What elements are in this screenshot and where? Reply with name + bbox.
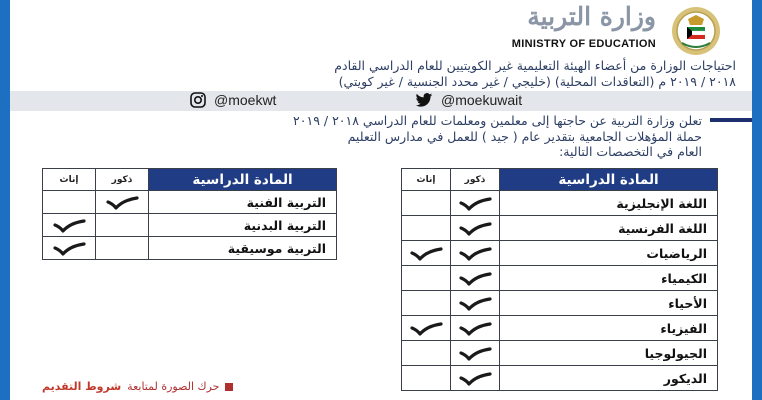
male-cell [451,266,500,291]
subject-name: التربية البدنية [149,214,337,237]
checkmark-icon [458,247,492,261]
subject-name: الأحياء [500,291,718,316]
female-cell [43,191,96,214]
subject-name: الرياضيات [500,241,718,266]
twitter-handle: @moekuwait [441,92,523,108]
female-cell [402,291,451,316]
checkmark-icon [409,247,443,261]
table-row [43,191,337,214]
male-cell [451,341,500,366]
subject-name: التربية موسيقية [149,237,337,260]
checkmark-icon [409,322,443,336]
male-cell [96,191,149,214]
table-row [402,266,718,291]
checkmark-icon [458,372,492,386]
subject-name: الديكور [500,366,718,391]
table-row [43,214,337,237]
announcement-line-1: تعلن وزارة التربية عن حاجتها إلى معلمين ومعلمات للعام الدراسي ٢٠١٨ / ٢٠١٩ [293,113,702,128]
announcement-line-3: العام في التخصصات التالية: [559,144,702,159]
header [20,0,742,58]
checkmark-icon [458,197,492,211]
checkmark-icon [458,297,492,311]
table-row [402,316,718,341]
female-cell [402,191,451,216]
table-row [402,216,718,241]
announcement-text [202,113,702,160]
subjects-table-right [401,168,718,391]
kuwait-emblem-icon [666,5,726,57]
male-cell [451,191,500,216]
table-row [402,341,718,366]
subject-name: اللغة الإنجليزية [500,191,718,216]
subject-column-header: المادة الدراسية [149,169,337,191]
subject-column-header: المادة الدراسية [500,169,718,191]
social-bar [10,91,752,111]
twitter-bird-icon [415,93,433,108]
male-cell [451,316,500,341]
checkmark-icon [52,219,86,233]
twitter-link[interactable] [415,92,522,108]
table-row [402,241,718,266]
instagram-link[interactable] [190,92,276,108]
accent-bar [710,118,752,122]
announcement-line-2: حملة المؤهلات الجامعية بتقدير عام ( جيد ) للعمل في مدارس التعليم [347,128,702,144]
checkmark-icon [458,222,492,236]
checkmark-icon [458,347,492,361]
male-cell [451,241,500,266]
checkmark-icon [458,272,492,286]
ministry-name-english: MINISTRY OF EDUCATION [511,38,656,50]
male-cell [451,366,500,391]
female-column-header: إناث [43,169,96,191]
table-row [402,191,718,216]
female-cell [402,366,451,391]
footer-prefix: حرك الصورة لمتابعة [127,380,220,393]
footer-hint [42,380,233,393]
subject-name: الكيمياء [500,266,718,291]
instagram-handle: @moekwt [214,92,277,108]
female-cell [402,316,451,341]
male-column-header: ذكور [451,169,500,191]
male-cell [96,237,149,260]
bullet-square-icon [225,383,233,391]
table-row [43,237,337,260]
female-cell [43,237,96,260]
female-cell [402,341,451,366]
female-cell [402,266,451,291]
subject-name: الجيولوجيا [500,341,718,366]
subject-name: اللغة الفرنسية [500,216,718,241]
subject-name: التربية الفنية [149,191,337,214]
footer-highlight[interactable]: شروط التقديم [42,380,122,393]
checkmark-icon [105,196,139,210]
female-cell [43,214,96,237]
intro-title: احتياجات الوزارة من أعضاء الهيئة التعليمية غير الكويتيين للعام الدراسي القادم [334,58,736,73]
male-column-header: ذكور [96,169,149,191]
female-cell [402,216,451,241]
male-cell [96,214,149,237]
subjects-table-left [42,168,337,260]
intro-subtitle: ٢٠١٨ / ٢٠١٩ م (التعاقدات المحلية) (خليجي / غير محدد الجنسية / غير كويتي) [338,74,736,89]
male-cell [451,291,500,316]
male-cell [451,216,500,241]
ministry-name-arabic: وزارة التربية [527,2,656,31]
subject-name: الفيزياء [500,316,718,341]
female-column-header: إناث [402,169,451,191]
table-row [402,366,718,391]
female-cell [402,241,451,266]
checkmark-icon [458,322,492,336]
checkmark-icon [52,242,86,256]
table-row [402,291,718,316]
instagram-icon [190,92,206,108]
